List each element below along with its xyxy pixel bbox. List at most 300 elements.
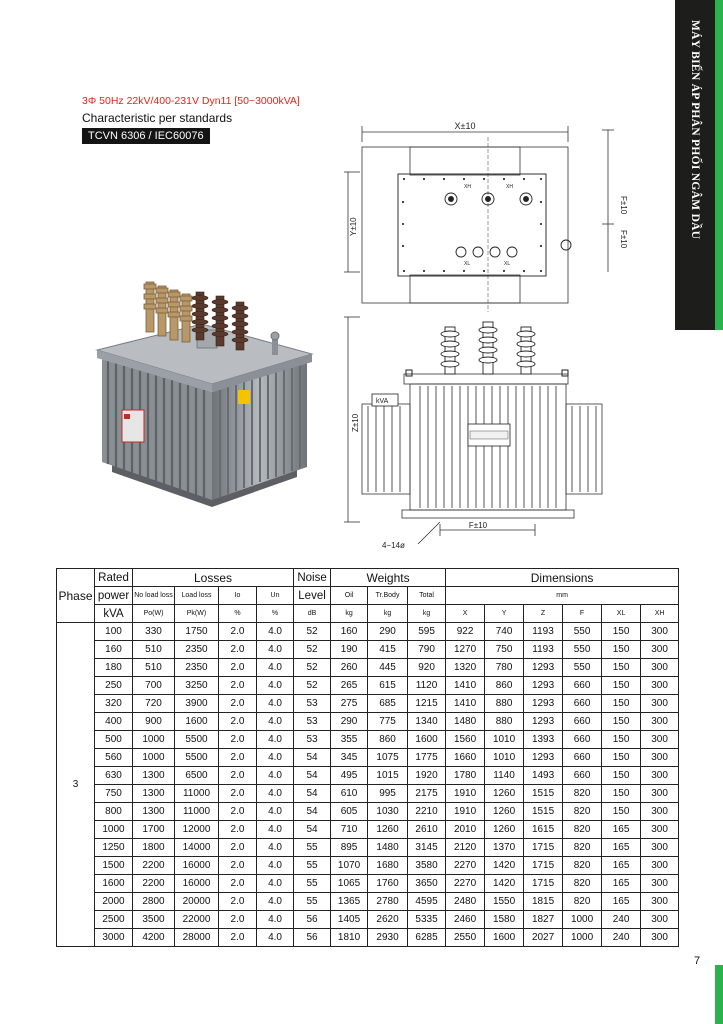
- table-cell: 20000: [175, 893, 219, 911]
- po-unit: Po(W): [133, 605, 175, 623]
- table-cell: 150: [602, 695, 641, 713]
- table-row: [57, 911, 679, 929]
- table-row: [57, 731, 679, 749]
- rated-header-2: power: [95, 587, 133, 605]
- table-cell: 2350: [175, 641, 219, 659]
- table-cell: 300: [641, 623, 679, 641]
- f-dimension-label-bottom: F±10: [468, 521, 488, 530]
- table-header-row-3: [57, 605, 679, 623]
- table-cell: 1560: [446, 731, 485, 749]
- table-cell: 300: [641, 641, 679, 659]
- table-cell: 1500: [95, 857, 133, 875]
- xl-label-1: XL: [464, 261, 471, 267]
- table-cell: 53: [294, 713, 331, 731]
- table-cell: 775: [368, 713, 408, 731]
- table-cell: 300: [641, 785, 679, 803]
- table-cell: 660: [563, 713, 602, 731]
- xl-col-header: XL: [602, 605, 641, 623]
- table-cell: 355: [331, 731, 368, 749]
- table-cell: 11000: [175, 803, 219, 821]
- table-cell: 2610: [408, 821, 446, 839]
- side-title: [675, 0, 715, 330]
- table-cell: 550: [563, 641, 602, 659]
- table-cell: 605: [331, 803, 368, 821]
- table-cell: 53: [294, 695, 331, 713]
- no-load-loss-header: No load loss: [133, 587, 175, 605]
- table-cell: 1515: [524, 785, 563, 803]
- bottom-accent-bar: [715, 965, 723, 1024]
- table-cell: 1910: [446, 803, 485, 821]
- table-row: [57, 929, 679, 947]
- table-cell: 1615: [524, 821, 563, 839]
- table-cell: 2500: [95, 911, 133, 929]
- table-cell: 630: [95, 767, 133, 785]
- table-cell: 345: [331, 749, 368, 767]
- xh-col-header: XH: [641, 605, 679, 623]
- table-cell: 4.0: [257, 731, 294, 749]
- f-dimension-label-top: F±10: [619, 196, 628, 215]
- table-cell: 4.0: [257, 785, 294, 803]
- standard-badge: TCVN 6306 / IEC60076: [82, 128, 210, 144]
- table-cell: 820: [563, 821, 602, 839]
- table-cell: 1410: [446, 677, 485, 695]
- table-cell: 1270: [446, 641, 485, 659]
- table-cell: 615: [368, 677, 408, 695]
- xh-label-1: XH: [464, 184, 471, 190]
- table-cell: 2.0: [219, 623, 257, 641]
- table-cell: 320: [95, 695, 133, 713]
- table-cell: 52: [294, 659, 331, 677]
- table-cell: 1600: [485, 929, 524, 947]
- table-row: [57, 695, 679, 713]
- table-cell: 300: [641, 749, 679, 767]
- table-cell: 1515: [524, 803, 563, 821]
- table-cell: 1580: [485, 911, 524, 929]
- table-cell: 1493: [524, 767, 563, 785]
- table-cell: 2.0: [219, 785, 257, 803]
- table-cell: 1715: [524, 857, 563, 875]
- spec-line: 3Φ 50Hz 22kV/400-231V Dyn11 [50~3000kVA]: [82, 95, 300, 107]
- x-dimension-label: X±10: [454, 121, 476, 131]
- table-cell: 2.0: [219, 839, 257, 857]
- z-dimension-label: Z±10: [351, 413, 360, 432]
- table-cell: 2550: [446, 929, 485, 947]
- table-cell: 595: [408, 623, 446, 641]
- table-cell: 750: [95, 785, 133, 803]
- table-cell: 2.0: [219, 695, 257, 713]
- table-cell: 150: [602, 713, 641, 731]
- table-cell: 56: [294, 929, 331, 947]
- table-cell: 150: [602, 641, 641, 659]
- table-cell: 300: [641, 659, 679, 677]
- table-cell: 820: [563, 893, 602, 911]
- f-dimension-label-mid: F±10: [619, 230, 628, 249]
- table-cell: 290: [368, 623, 408, 641]
- table-cell: 880: [485, 713, 524, 731]
- table-row: [57, 623, 679, 641]
- table-header-row-2: [57, 587, 679, 605]
- table-cell: 3650: [408, 875, 446, 893]
- side-accent-bar: [715, 0, 723, 330]
- table-cell: 922: [446, 623, 485, 641]
- table-cell: 150: [602, 767, 641, 785]
- table-cell: 2200: [133, 875, 175, 893]
- table-cell: 52: [294, 677, 331, 695]
- table-cell: 4.0: [257, 929, 294, 947]
- table-cell: 28000: [175, 929, 219, 947]
- phase-cell: 3: [57, 623, 95, 947]
- table-cell: 1293: [524, 695, 563, 713]
- table-cell: 2.0: [219, 803, 257, 821]
- table-cell: 150: [602, 677, 641, 695]
- total-unit: kg: [408, 605, 446, 623]
- table-cell: 1293: [524, 713, 563, 731]
- table-cell: 895: [331, 839, 368, 857]
- table-cell: 150: [602, 803, 641, 821]
- phase-header: Phase: [57, 569, 95, 623]
- table-cell: 2270: [446, 875, 485, 893]
- table-cell: 165: [602, 875, 641, 893]
- holes-label: 4−14ø: [382, 541, 405, 550]
- table-cell: 4.0: [257, 713, 294, 731]
- table-cell: 2.0: [219, 893, 257, 911]
- table-cell: 150: [602, 623, 641, 641]
- mm-unit-header: mm: [446, 587, 679, 605]
- table-cell: 1827: [524, 911, 563, 929]
- table-cell: 1000: [133, 731, 175, 749]
- table-cell: 500: [95, 731, 133, 749]
- table-cell: 250: [95, 677, 133, 695]
- table-cell: 240: [602, 929, 641, 947]
- table-cell: 1320: [446, 659, 485, 677]
- db-unit: dB: [294, 605, 331, 623]
- table-cell: 2.0: [219, 767, 257, 785]
- table-cell: 3900: [175, 695, 219, 713]
- y-dimension-label: Y±10: [349, 217, 358, 236]
- table-cell: 2800: [133, 893, 175, 911]
- table-cell: 12000: [175, 821, 219, 839]
- table-cell: 820: [563, 875, 602, 893]
- table-cell: 1000: [563, 929, 602, 947]
- table-cell: 1300: [133, 785, 175, 803]
- table-row: [57, 749, 679, 767]
- table-cell: 1260: [485, 821, 524, 839]
- table-cell: 1715: [524, 839, 563, 857]
- table-cell: 820: [563, 785, 602, 803]
- table-cell: 1075: [368, 749, 408, 767]
- table-cell: 1420: [485, 875, 524, 893]
- table-cell: 1600: [408, 731, 446, 749]
- table-cell: 16000: [175, 875, 219, 893]
- table-cell: 56: [294, 911, 331, 929]
- table-cell: 2027: [524, 929, 563, 947]
- table-cell: 4.0: [257, 659, 294, 677]
- noise-header-1: Noise: [294, 569, 331, 587]
- table-cell: 660: [563, 767, 602, 785]
- table-cell: 820: [563, 803, 602, 821]
- table-cell: 660: [563, 677, 602, 695]
- table-row: [57, 713, 679, 731]
- table-cell: 6285: [408, 929, 446, 947]
- table-cell: 160: [95, 641, 133, 659]
- table-cell: 2010: [446, 821, 485, 839]
- table-cell: 1815: [524, 893, 563, 911]
- table-cell: 685: [368, 695, 408, 713]
- table-row: [57, 821, 679, 839]
- table-cell: 4.0: [257, 677, 294, 695]
- table-row: [57, 875, 679, 893]
- table-cell: 165: [602, 839, 641, 857]
- table-row: [57, 641, 679, 659]
- table-cell: 4.0: [257, 803, 294, 821]
- table-cell: 6500: [175, 767, 219, 785]
- table-cell: 5500: [175, 731, 219, 749]
- table-cell: 2210: [408, 803, 446, 821]
- table-cell: 300: [641, 893, 679, 911]
- table-cell: 1660: [446, 749, 485, 767]
- table-cell: 240: [602, 911, 641, 929]
- table-cell: 720: [133, 695, 175, 713]
- table-cell: 1680: [368, 857, 408, 875]
- table-cell: 275: [331, 695, 368, 713]
- table-cell: 165: [602, 893, 641, 911]
- table-cell: 1480: [368, 839, 408, 857]
- table-cell: 1293: [524, 659, 563, 677]
- table-cell: 4.0: [257, 821, 294, 839]
- table-cell: 1030: [368, 803, 408, 821]
- table-cell: 2200: [133, 857, 175, 875]
- table-cell: 660: [563, 695, 602, 713]
- table-cell: 800: [95, 803, 133, 821]
- table-row: [57, 803, 679, 821]
- table-cell: 2.0: [219, 929, 257, 947]
- table-cell: 1000: [563, 911, 602, 929]
- table-cell: 2000: [95, 893, 133, 911]
- table-cell: 4200: [133, 929, 175, 947]
- table-cell: 180: [95, 659, 133, 677]
- table-cell: 300: [641, 821, 679, 839]
- table-cell: 165: [602, 821, 641, 839]
- table-cell: 995: [368, 785, 408, 803]
- table-cell: 660: [563, 731, 602, 749]
- table-cell: 150: [602, 785, 641, 803]
- table-row: [57, 767, 679, 785]
- table-cell: 2.0: [219, 749, 257, 767]
- table-cell: 54: [294, 785, 331, 803]
- table-cell: 3250: [175, 677, 219, 695]
- table-cell: 2270: [446, 857, 485, 875]
- table-cell: 510: [133, 641, 175, 659]
- table-cell: 1000: [95, 821, 133, 839]
- table-row: [57, 839, 679, 857]
- table-cell: 11000: [175, 785, 219, 803]
- table-cell: 1780: [446, 767, 485, 785]
- xl-label-2: XL: [504, 261, 511, 267]
- dimensions-header: Dimensions: [446, 569, 679, 587]
- table-cell: 2.0: [219, 821, 257, 839]
- io-header: Io: [219, 587, 257, 605]
- rated-header-3: kVA: [95, 605, 133, 623]
- table-cell: 300: [641, 839, 679, 857]
- table-cell: 1293: [524, 677, 563, 695]
- io-unit: %: [219, 605, 257, 623]
- losses-header: Losses: [133, 569, 294, 587]
- table-cell: 1260: [485, 803, 524, 821]
- table-cell: 4.0: [257, 839, 294, 857]
- table-cell: 1293: [524, 749, 563, 767]
- table-cell: 860: [485, 677, 524, 695]
- table-cell: 2.0: [219, 731, 257, 749]
- table-header-row-1: [57, 569, 679, 587]
- table-cell: 1810: [331, 929, 368, 947]
- table-cell: 260: [331, 659, 368, 677]
- z-col-header: Z: [524, 605, 563, 623]
- table-cell: 4.0: [257, 911, 294, 929]
- table-cell: 4.0: [257, 623, 294, 641]
- table-cell: 1260: [368, 821, 408, 839]
- table-cell: 4.0: [257, 893, 294, 911]
- table-cell: 300: [641, 857, 679, 875]
- warning-label: [238, 390, 250, 404]
- table-cell: 1600: [95, 875, 133, 893]
- table-cell: 2350: [175, 659, 219, 677]
- table-cell: 2.0: [219, 659, 257, 677]
- table-cell: 860: [368, 731, 408, 749]
- f-col-header: F: [563, 605, 602, 623]
- y-col-header: Y: [485, 605, 524, 623]
- table-cell: 190: [331, 641, 368, 659]
- transformer-photo: [92, 262, 324, 512]
- table-cell: 1250: [95, 839, 133, 857]
- table-cell: 660: [563, 749, 602, 767]
- table-cell: 1010: [485, 749, 524, 767]
- table-cell: 2120: [446, 839, 485, 857]
- table-cell: 1065: [331, 875, 368, 893]
- table-cell: 4.0: [257, 641, 294, 659]
- table-cell: 300: [641, 677, 679, 695]
- table-cell: 265: [331, 677, 368, 695]
- table-cell: 1370: [485, 839, 524, 857]
- table-cell: 55: [294, 893, 331, 911]
- table-cell: 710: [331, 821, 368, 839]
- table-cell: 300: [641, 803, 679, 821]
- table-cell: 880: [485, 695, 524, 713]
- table-cell: 52: [294, 641, 331, 659]
- table-cell: 16000: [175, 857, 219, 875]
- table-cell: 740: [485, 623, 524, 641]
- table-cell: 1715: [524, 875, 563, 893]
- table-cell: 750: [485, 641, 524, 659]
- table-cell: 900: [133, 713, 175, 731]
- table-cell: 2620: [368, 911, 408, 929]
- table-row: [57, 659, 679, 677]
- table-cell: 165: [602, 857, 641, 875]
- table-cell: 510: [133, 659, 175, 677]
- table-cell: 4.0: [257, 875, 294, 893]
- table-cell: 1600: [175, 713, 219, 731]
- xh-label-2: XH: [506, 184, 513, 190]
- top-view: [344, 126, 614, 312]
- table-cell: 300: [641, 767, 679, 785]
- table-cell: 1365: [331, 893, 368, 911]
- table-cell: 160: [331, 623, 368, 641]
- table-cell: 1015: [368, 767, 408, 785]
- table-cell: 610: [331, 785, 368, 803]
- table-cell: 1300: [133, 803, 175, 821]
- table-cell: 100: [95, 623, 133, 641]
- noise-header-2: Level: [294, 587, 331, 605]
- table-cell: 780: [485, 659, 524, 677]
- table-cell: 54: [294, 821, 331, 839]
- table-row: [57, 677, 679, 695]
- table-cell: 150: [602, 749, 641, 767]
- oil-unit: kg: [331, 605, 368, 623]
- table-row: [57, 893, 679, 911]
- table-cell: 2.0: [219, 641, 257, 659]
- table-cell: 150: [602, 731, 641, 749]
- table-cell: 445: [368, 659, 408, 677]
- table-cell: 4.0: [257, 857, 294, 875]
- table-cell: 790: [408, 641, 446, 659]
- table-cell: 53: [294, 731, 331, 749]
- page-number: 7: [694, 955, 701, 967]
- table-cell: 2175: [408, 785, 446, 803]
- table-cell: 3145: [408, 839, 446, 857]
- top-view-bolts: [402, 178, 542, 272]
- table-cell: 920: [408, 659, 446, 677]
- table-cell: 2480: [446, 893, 485, 911]
- rated-header-1: Rated: [95, 569, 133, 587]
- table-cell: 300: [641, 713, 679, 731]
- table-cell: 55: [294, 875, 331, 893]
- table-cell: 1120: [408, 677, 446, 695]
- table-cell: 400: [95, 713, 133, 731]
- table-cell: 1750: [175, 623, 219, 641]
- table-cell: 4.0: [257, 749, 294, 767]
- table-cell: 4595: [408, 893, 446, 911]
- table-cell: 820: [563, 839, 602, 857]
- table-cell: 14000: [175, 839, 219, 857]
- total-header: Total: [408, 587, 446, 605]
- table-cell: 55: [294, 839, 331, 857]
- table-cell: 1193: [524, 641, 563, 659]
- kva-label: kVA: [376, 398, 389, 405]
- table-cell: 3500: [133, 911, 175, 929]
- table-cell: 1300: [133, 767, 175, 785]
- table-cell: 300: [641, 875, 679, 893]
- un-unit: %: [257, 605, 294, 623]
- side-title-text: MÁY BIẾN ÁP PHÂN PHỐI NGÂM DẦU: [689, 20, 701, 240]
- table-cell: 550: [563, 623, 602, 641]
- table-cell: 290: [331, 713, 368, 731]
- trbody-header: Tr.Body: [368, 587, 408, 605]
- table-cell: 2.0: [219, 677, 257, 695]
- table-cell: 1760: [368, 875, 408, 893]
- top-view-bushings: [445, 193, 571, 257]
- table-cell: 300: [641, 911, 679, 929]
- un-header: Un: [257, 587, 294, 605]
- table-cell: 1700: [133, 821, 175, 839]
- table-cell: 3580: [408, 857, 446, 875]
- table-row: [57, 857, 679, 875]
- table-cell: 5335: [408, 911, 446, 929]
- table-cell: 300: [641, 731, 679, 749]
- table-cell: 1260: [485, 785, 524, 803]
- table-cell: 550: [563, 659, 602, 677]
- spec-table: [56, 568, 679, 947]
- table-cell: 54: [294, 749, 331, 767]
- table-cell: 300: [641, 695, 679, 713]
